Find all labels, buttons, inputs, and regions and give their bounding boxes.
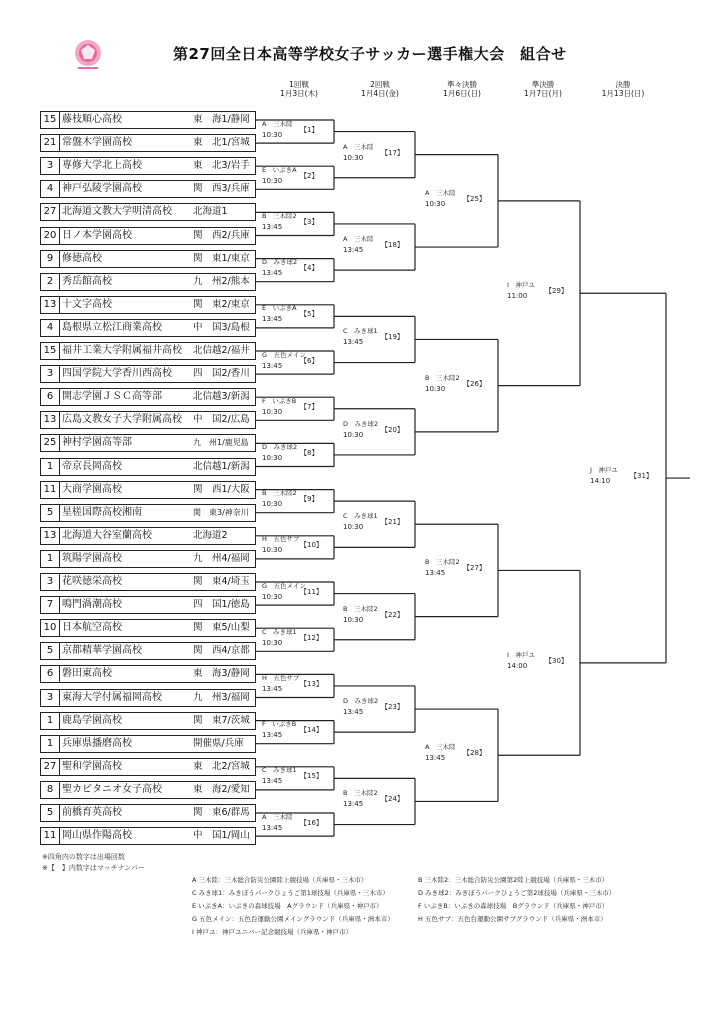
match-venue: H 五色サブ xyxy=(262,673,300,682)
match-time: 13:45 xyxy=(425,754,446,763)
match-venue: E いぶきA xyxy=(262,165,297,174)
team-name: 筑陽学園高校 xyxy=(62,552,122,564)
match-venue: D みき球2 xyxy=(343,697,379,706)
team-name: 福井工業大学附属福井高校 xyxy=(62,345,182,356)
match-number: 【23】 xyxy=(381,703,404,712)
match-number: 【26】 xyxy=(463,379,486,388)
match-number: 【2】 xyxy=(300,171,319,180)
match-venue: E いぶきA xyxy=(262,304,297,313)
team-name: 聖カピタニオ女子高校 xyxy=(62,783,162,795)
match-venue: B 三木陸2 xyxy=(262,211,297,220)
venue-legend-i: I 神戸ユ：神戸ユニバー記念競技場（兵庫県・神戸市） xyxy=(192,928,352,936)
team-name: 聖和学園高校 xyxy=(62,760,122,772)
team-row xyxy=(40,458,256,476)
venue-legend-c: C みき球1：みきぼうパークひょうご第1球技場（兵庫県・三木市） xyxy=(192,889,389,897)
match-venue: H 五色サブ xyxy=(262,535,300,544)
team-row xyxy=(40,481,256,499)
team-region: 北信越2/福井 xyxy=(193,345,250,356)
team-row xyxy=(40,735,256,753)
match-time: 10:30 xyxy=(343,523,364,532)
appearance-count: 21 xyxy=(41,135,60,151)
match-number: 【27】 xyxy=(463,564,486,573)
match-venue: A 三木陸 xyxy=(343,235,374,244)
team-region: 中 国1/岡山 xyxy=(193,830,250,842)
team-row xyxy=(40,434,256,452)
match-time: 13:45 xyxy=(262,315,283,324)
appearance-count: 3 xyxy=(41,690,60,706)
appearance-count: 5 xyxy=(41,643,60,659)
team-row xyxy=(40,134,256,152)
team-name: 開志学園ＪＳＣ高等部 xyxy=(62,391,162,403)
team-region: 開催県/兵庫 xyxy=(193,737,244,749)
match-venue: A 三木陸 xyxy=(262,119,293,128)
match-number: 【25】 xyxy=(463,194,486,203)
match-number: 【11】 xyxy=(300,587,323,596)
match-venue: A 三木陸 xyxy=(425,743,456,752)
match-number: 【16】 xyxy=(300,818,323,827)
team-row xyxy=(40,689,256,707)
team-region: 関 東6/群馬 xyxy=(193,807,250,818)
match-number: 【14】 xyxy=(300,726,323,735)
match-time: 13:45 xyxy=(425,569,446,578)
team-name: 星槎国際高校湘南 xyxy=(62,506,142,518)
team-region: 中 国2/広島 xyxy=(193,414,250,426)
team-row xyxy=(40,596,256,614)
team-region: 中 国3/島根 xyxy=(193,321,250,333)
team-region: 関 東1/東京 xyxy=(193,252,250,264)
team-region: 四 国2/香川 xyxy=(193,368,250,380)
round-header-3: 準々決勝 1月6日(日) xyxy=(443,80,481,98)
appearance-count: 9 xyxy=(41,251,60,267)
appearance-count: 2 xyxy=(41,274,60,290)
appearance-count: 13 xyxy=(41,528,60,544)
match-time: 13:45 xyxy=(343,246,364,255)
team-region: 九 州1/鹿児島 xyxy=(193,438,249,448)
team-row xyxy=(40,250,256,268)
note-match-number: ※【 】内数字はマッチナンバー xyxy=(42,864,145,872)
appearance-count: 6 xyxy=(41,666,60,682)
match-venue: B 三木陸2 xyxy=(262,489,297,498)
team-row xyxy=(40,712,256,730)
team-row xyxy=(40,550,256,568)
note-appearances: ※四角内の数字は出場回数 xyxy=(42,853,125,861)
match-venue: G 五色メイン xyxy=(262,350,306,359)
appearance-count: 7 xyxy=(41,597,60,613)
team-region: 四 国1/徳島 xyxy=(193,599,250,611)
match-time: 13:45 xyxy=(343,800,364,809)
match-time: 10:30 xyxy=(343,430,364,439)
match-number: 【15】 xyxy=(300,772,323,781)
team-row xyxy=(40,758,256,776)
team-row xyxy=(40,411,256,429)
team-name: 鳴門渦潮高校 xyxy=(62,599,122,611)
team-name: 京都精華学園高校 xyxy=(62,645,142,657)
team-region: 東 北2/宮城 xyxy=(193,760,250,772)
appearance-count: 1 xyxy=(41,736,60,752)
match-time: 10:30 xyxy=(262,546,283,555)
team-name: 兵庫県播磨高校 xyxy=(62,737,132,749)
match-number: 【10】 xyxy=(300,541,323,550)
team-name: 専修大学北上高校 xyxy=(62,160,142,172)
match-venue: D みき球2 xyxy=(343,419,379,428)
team-row xyxy=(40,319,256,337)
appearance-count: 15 xyxy=(41,343,60,359)
match-time: 10:30 xyxy=(425,199,446,208)
team-region: 北海道2 xyxy=(193,529,228,541)
team-region: 関 東5/山梨 xyxy=(193,622,250,634)
team-row xyxy=(40,504,256,522)
round-header-2: 2回戦 1月4日(金) xyxy=(361,80,399,98)
appearance-count: 8 xyxy=(41,782,60,798)
team-name: 四国学院大学香川西高校 xyxy=(62,368,172,380)
round-header-5: 決勝 1月13日(日) xyxy=(601,80,645,98)
match-number: 【31】 xyxy=(630,472,653,481)
match-time: 13:45 xyxy=(343,338,364,347)
match-number: 【13】 xyxy=(300,679,323,688)
appearance-count: 1 xyxy=(41,551,60,567)
page-title: 第27回全日本高等学校女子サッカー選手権大会 組合せ xyxy=(173,45,567,63)
venue-legend-b: B 三木陸2：三木総合防災公園第2陸上競技場（兵庫県・三木市） xyxy=(418,876,609,884)
team-region: 九 州4/福岡 xyxy=(193,552,250,564)
team-name: 神戸弘陵学園高校 xyxy=(62,183,142,195)
match-venue: F いぶきB xyxy=(262,720,297,729)
team-name: 東海大学付属福岡高校 xyxy=(62,691,162,703)
match-time: 13:45 xyxy=(343,708,364,717)
match-venue: F いぶきB xyxy=(262,396,297,405)
match-venue: C みき球1 xyxy=(343,512,378,521)
appearance-count: 20 xyxy=(41,228,60,244)
match-time: 10:30 xyxy=(262,130,283,139)
team-region: 関 西4/京都 xyxy=(193,645,250,657)
appearance-count: 4 xyxy=(41,320,60,336)
team-row xyxy=(40,527,256,545)
match-number: 【18】 xyxy=(381,241,404,250)
team-name: 神村学園高等部 xyxy=(62,437,132,449)
venue-legend-f: F いぶきB：いぶきの森球技場 Bグラウンド（兵庫県・神戸市） xyxy=(418,902,609,910)
match-venue: C みき球1 xyxy=(262,627,297,636)
team-region: 東 北1/宮城 xyxy=(193,137,250,149)
team-row xyxy=(40,157,256,175)
match-number: 【22】 xyxy=(381,610,404,619)
match-number: 【20】 xyxy=(381,425,404,434)
team-row xyxy=(40,203,256,221)
match-venue: B 三木陸2 xyxy=(343,604,378,613)
team-row xyxy=(40,619,256,637)
team-row xyxy=(40,296,256,314)
match-number: 【7】 xyxy=(300,402,319,411)
venue-legend-e: E いぶきA：いぶきの森球技場 Aグラウンド（兵庫県・神戸市） xyxy=(192,902,383,910)
match-time: 10:30 xyxy=(343,615,364,624)
team-region: 関 東3/神奈川 xyxy=(193,507,249,517)
team-row xyxy=(40,365,256,383)
team-name: 日本航空高校 xyxy=(62,622,122,634)
appearance-count: 5 xyxy=(41,805,60,821)
match-time: 10:30 xyxy=(343,153,364,162)
team-name: 島根県立松江商業高校 xyxy=(62,321,162,333)
match-number: 【19】 xyxy=(381,333,404,342)
appearance-count: 1 xyxy=(41,459,60,475)
match-time: 10:30 xyxy=(262,638,283,647)
match-number: 【30】 xyxy=(545,656,568,665)
team-name: 日ノ本学園高校 xyxy=(62,229,132,241)
match-number: 【9】 xyxy=(300,495,319,504)
match-venue: B 三木陸2 xyxy=(425,558,460,567)
appearance-count: 1 xyxy=(41,713,60,729)
match-time: 10:30 xyxy=(262,500,283,509)
appearance-count: 13 xyxy=(41,412,60,428)
match-number: 【3】 xyxy=(300,217,319,226)
match-time: 13:45 xyxy=(262,777,283,786)
match-number: 【5】 xyxy=(300,310,319,319)
team-name: 大商学園高校 xyxy=(62,483,122,495)
team-name: 藤枝順心高校 xyxy=(62,114,122,125)
team-name: 北海道大谷室蘭高校 xyxy=(62,529,152,541)
appearance-count: 15 xyxy=(41,112,60,128)
venue-legend-a: A 三木陸：三木総合防災公園陸上競技場（兵庫県・三木市） xyxy=(192,876,368,884)
venue-legend-g: G 五色メイン：五色台運動公園メイングラウンド（兵庫県・洲本市） xyxy=(192,915,394,923)
match-time: 10:30 xyxy=(262,407,283,416)
team-row xyxy=(40,804,256,822)
team-row xyxy=(40,227,256,245)
team-row xyxy=(40,573,256,591)
round-header-4: 準決勝 1月7日(月) xyxy=(524,80,562,98)
match-time: 13:45 xyxy=(262,731,283,740)
team-name: 岡山県作陽高校 xyxy=(62,830,132,842)
team-region: 関 西3/兵庫 xyxy=(193,183,250,195)
team-name: 常盤木学園高校 xyxy=(62,137,132,149)
match-time: 13:45 xyxy=(262,823,283,832)
team-name: 鹿島学園高校 xyxy=(62,714,122,726)
venue-legend-h: H 五色サブ：五色台運動公園サブグラウンド（兵庫県・洲本市） xyxy=(418,915,607,923)
match-time: 10:30 xyxy=(425,384,446,393)
team-name: 十文字高校 xyxy=(62,298,112,310)
appearance-count: 11 xyxy=(41,482,60,498)
match-venue: A 三木陸 xyxy=(425,188,456,197)
team-name: 秀岳館高校 xyxy=(62,275,112,287)
match-number: 【28】 xyxy=(463,749,486,758)
team-name: 修徳高校 xyxy=(62,252,102,264)
appearance-count: 27 xyxy=(41,204,60,220)
appearance-count: 5 xyxy=(41,505,60,521)
team-region: 東 北3/岩手 xyxy=(193,160,250,172)
match-number: 【4】 xyxy=(300,264,319,273)
team-name: 花咲徳栄高校 xyxy=(62,576,122,587)
appearance-count: 27 xyxy=(41,759,60,775)
match-time: 14:00 xyxy=(507,661,528,670)
match-venue: D みき球2 xyxy=(262,442,298,451)
team-region: 九 州2/熊本 xyxy=(193,275,250,287)
match-venue: I 神戸ユ xyxy=(507,650,535,659)
match-time: 13:45 xyxy=(262,269,283,278)
team-name: 磐田東高校 xyxy=(62,668,112,680)
match-time: 13:45 xyxy=(262,222,283,231)
team-row xyxy=(40,781,256,799)
appearance-count: 3 xyxy=(41,158,60,174)
match-number: 【8】 xyxy=(300,448,319,457)
team-region: 関 西2/兵庫 xyxy=(193,229,250,241)
match-number: 【24】 xyxy=(381,795,404,804)
team-name: 帝京長岡高校 xyxy=(62,460,122,472)
match-time: 10:30 xyxy=(262,176,283,185)
team-row xyxy=(40,273,256,291)
match-time: 11:00 xyxy=(507,292,528,301)
match-number: 【21】 xyxy=(381,518,404,527)
match-venue: I 神戸ユ xyxy=(507,281,535,290)
team-name: 前橋育英高校 xyxy=(62,807,122,818)
team-region: 北信越3/新潟 xyxy=(193,391,250,403)
match-time: 10:30 xyxy=(262,453,283,462)
appearance-count: 6 xyxy=(41,389,60,405)
team-region: 北信越1/新潟 xyxy=(193,460,250,472)
match-time: 13:45 xyxy=(262,361,283,370)
appearance-count: 11 xyxy=(41,828,60,844)
match-number: 【12】 xyxy=(300,633,323,642)
match-time: 10:30 xyxy=(262,592,283,601)
match-venue: B 三木陸2 xyxy=(425,373,460,382)
team-row xyxy=(40,342,256,360)
match-venue: J 神戸ユ xyxy=(590,466,618,475)
team-row xyxy=(40,111,256,129)
match-venue: A 三木陸 xyxy=(262,812,293,821)
match-venue: D みき球2 xyxy=(262,258,298,267)
team-region: 東 海1/静岡 xyxy=(193,114,250,125)
match-number: 【1】 xyxy=(300,125,319,134)
match-venue: G 五色メイン xyxy=(262,581,306,590)
team-region: 関 東4/埼玉 xyxy=(193,576,250,587)
team-name: 広島文教女子大学附属高校 xyxy=(62,414,182,426)
venue-legend-d: D みき球2：みきぼうパークひょうご第2球技場（兵庫県・三木市） xyxy=(418,889,616,897)
appearance-count: 3 xyxy=(41,366,60,382)
match-time: 14:10 xyxy=(590,477,611,486)
match-number: 【6】 xyxy=(300,356,319,365)
team-row xyxy=(40,665,256,683)
team-row xyxy=(40,180,256,198)
appearance-count: 10 xyxy=(41,620,60,636)
match-venue: C みき球1 xyxy=(262,766,297,775)
team-row xyxy=(40,827,256,845)
team-region: 北海道1 xyxy=(193,206,228,218)
team-row xyxy=(40,388,256,406)
match-number: 【17】 xyxy=(381,148,404,157)
team-row xyxy=(40,642,256,660)
match-time: 13:45 xyxy=(262,684,283,693)
team-region: 東 海3/静岡 xyxy=(193,668,250,680)
match-venue: B 三木陸2 xyxy=(343,789,378,798)
appearance-count: 13 xyxy=(41,297,60,313)
team-name: 北海道文教大学明清高校 xyxy=(62,206,172,218)
team-region: 東 海2/愛知 xyxy=(193,783,250,795)
match-venue: A 三木陸 xyxy=(343,142,374,151)
match-venue: C みき球1 xyxy=(343,327,378,336)
team-region: 関 東2/東京 xyxy=(193,298,250,310)
team-region: 関 東7/茨城 xyxy=(193,714,250,726)
round-header-1: 1回戦 1月3日(木) xyxy=(280,80,318,98)
appearance-count: 3 xyxy=(41,574,60,590)
appearance-count: 4 xyxy=(41,181,60,197)
team-region: 関 西1/大阪 xyxy=(193,483,250,495)
match-number: 【29】 xyxy=(545,287,568,296)
appearance-count: 25 xyxy=(41,435,60,451)
team-region: 九 州3/福岡 xyxy=(193,691,250,703)
